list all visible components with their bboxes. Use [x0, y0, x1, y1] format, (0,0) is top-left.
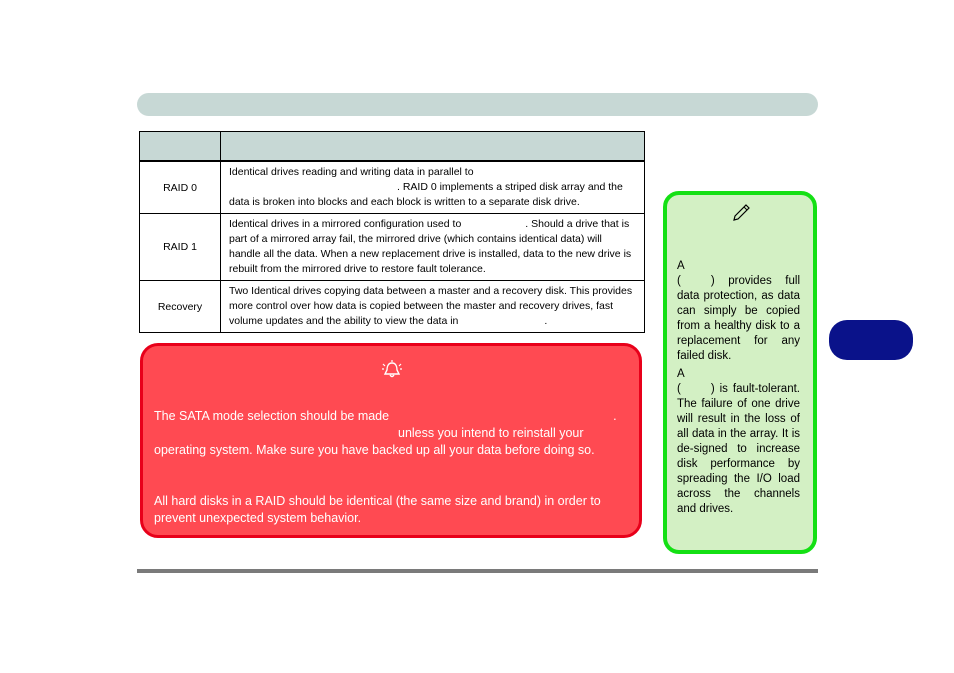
warning-bell-icon [380, 360, 404, 380]
warning-box [140, 343, 642, 538]
note-paragraph: A ( ) provides full data protection, as data can simply be copied from a healthy disk to a replacement for any failed disk. [677, 260, 800, 362]
row-level-raid0: RAID 0 [140, 161, 221, 214]
table-header-row [140, 132, 645, 162]
description-text: Two Identical drives copying data between a master and a recovery disk. This provides more control over how data is copied between the master and recovery drives, fast volume updates and the ability to view the data in [229, 285, 633, 327]
pencil-icon [731, 203, 751, 221]
row-description [221, 281, 645, 333]
row-description [221, 214, 645, 281]
page-header-bar [137, 93, 818, 116]
description-text: . Should a drive that is part of a mirrored array fail, the mirrored drive (which contains identical data) will handle all the data. When a new replacement drive is installed, data to the new drive is rebuilt from the mirrored drive to restore fault tolerance. [229, 218, 632, 275]
header-description [221, 132, 645, 162]
description-text: . [544, 315, 548, 327]
table-row [140, 161, 645, 214]
chapter-tab[interactable] [829, 320, 913, 360]
description-text: Identical drives in a mirrored configuration used to [229, 218, 462, 230]
row-level-raid1: RAID 1 [140, 214, 221, 281]
row-description [221, 161, 645, 214]
row-level-recovery: Recovery [140, 281, 221, 333]
warning-paragraph: All hard disks in a RAID should be identical (the same size and brand) in order to prevent unexpected system behavior. [154, 494, 601, 525]
description-text: Identical drives reading and writing data in parallel to [229, 166, 474, 178]
table-row [140, 214, 645, 281]
header-level [140, 132, 221, 162]
note-paragraph: A ( ) is fault-tolerant. The failure of one drive will result in the loss of all data in the array. It is de-signed to increase disk performance by spreading the I/O load across the channels and drives. [677, 368, 800, 515]
note-box [663, 191, 817, 554]
footer-rule [137, 569, 818, 573]
description-text: . RAID 0 implements a striped disk array and the data is broken into blocks and each block is written to a separate disk drive. [229, 181, 623, 208]
table-row [140, 281, 645, 333]
warning-paragraph: The SATA mode selection should be made . unless you intend to reinstall your operating system. Make sure you have backed up all your data before doing so. [154, 409, 617, 457]
raid-levels-table [139, 131, 645, 333]
